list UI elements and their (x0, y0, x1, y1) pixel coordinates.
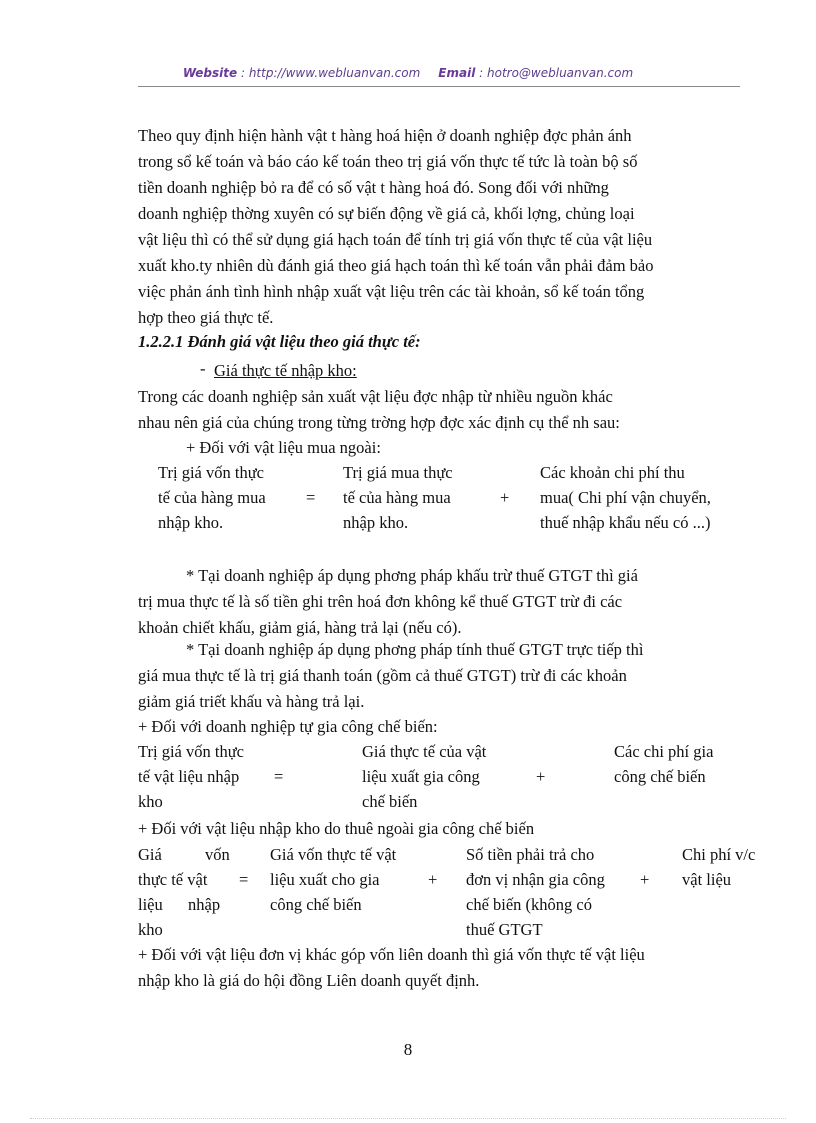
formula-cell: Giá vốn thực tế vật (270, 845, 397, 864)
formula-cell: thuế nhập khẩu nếu có ...) (540, 513, 711, 532)
bullet-dash: - (200, 359, 206, 378)
case-outsourced: + Đối với vật liệu nhập kho do thuê ngoài gia công chế biến (138, 819, 535, 838)
text-line: + Đối với vật liệu đơn vị khác góp vốn liên doanh thì giá vốn thực tế vật liệu (138, 945, 645, 964)
sources-paragraph (138, 384, 738, 436)
formula-cell: tế vật liệu nhập (138, 767, 240, 786)
formula-cell: nhập kho. (343, 513, 409, 532)
formula-cell: Chi phí v/c (682, 845, 756, 864)
case-self-process: + Đối với doanh nghiệp tự gia công chế biến: (138, 717, 438, 736)
header-divider (138, 86, 740, 87)
website-label: Website (182, 66, 238, 80)
formula-cell: thuế GTGT (466, 920, 543, 939)
plus-sign: + (428, 870, 438, 889)
website-url[interactable]: http://www.webluanvan.com (248, 66, 421, 80)
equals-sign: = (239, 870, 249, 889)
bullet-item: Giá thực tế nhập kho: (214, 361, 357, 380)
text-line: * Tại doanh nghiệp áp dụng phơng pháp khấu trừ thuế GTGT thì giá (186, 566, 638, 585)
text-line: doanh nghiệp thờng xuyên có sự biến động về giá cả, khối lợng, chủng loại (138, 204, 635, 223)
equals-sign: = (274, 767, 284, 786)
plus-sign: + (640, 870, 650, 889)
text-line: Trong các doanh nghiệp sản xuất vật liệu đợc nhập từ nhiều nguồn khác (138, 387, 613, 406)
formula-cell: công chế biến (614, 767, 706, 786)
text-line: tiền doanh nghiệp bỏ ra để có số vật t hàng hoá đó. Song đối với những (138, 178, 609, 197)
email-address[interactable]: hotro@webluanvan.com (487, 66, 634, 80)
formula-cell: Trị giá vốn thực (158, 463, 264, 482)
text-line: trong sổ kế toán và báo cáo kế toán theo trị giá vốn thực tế tức là toàn bộ số (138, 152, 638, 171)
formula-cell: tế của hàng mua (343, 488, 451, 507)
text-line: hợp theo giá thực tế. (138, 308, 274, 327)
text-line: trị mua thực tế là số tiền ghi trên hoá đơn không kể thuế GTGT trừ đi các (138, 592, 623, 611)
formula-cell: chế biến (362, 792, 418, 811)
formula-cell: Giá thực tế của vật (362, 742, 487, 761)
formula-cell: Trị giá mua thực (343, 463, 453, 482)
footer-divider (30, 1118, 786, 1119)
text-line: Theo quy định hiện hành vật t hàng hoá hiện ở doanh nghiệp đợc phản ánh (138, 126, 632, 145)
formula-cell: kho (138, 792, 163, 811)
text-line: xuất kho.ty nhiên dù đánh giá theo giá hạch toán thì kế toán vẫn phải đảm bảo (138, 256, 654, 275)
formula-cell: nhập kho. (158, 513, 224, 532)
formula-cell: Các khoản chi phí thu (540, 463, 685, 482)
formula-cell: Số tiền phải trả cho (466, 845, 595, 864)
formula-cell: Các chi phí gia (614, 742, 714, 761)
formula-cell: Trị giá vốn thực (138, 742, 244, 761)
note-deduction (138, 563, 738, 641)
formula-cell: thực tế vật (138, 870, 208, 889)
formula-cell: liệu xuất gia công (362, 767, 480, 786)
formula-cell: tế của hàng mua (158, 488, 266, 507)
text-line: khoản chiết khấu, giảm giá, hàng trả lại (nếu có). (138, 618, 462, 637)
formula-cell: liệu xuất cho gia (270, 870, 380, 889)
email-sep: : (475, 66, 487, 80)
text-line: * Tại doanh nghiệp áp dụng phơng pháp tính thuế GTGT trực tiếp thì (186, 640, 644, 659)
text-line: giá mua thực tế là trị giá thanh toán (gồm cả thuế GTGT) trừ đi các khoản (138, 666, 627, 685)
formula-cell: vốn (205, 845, 230, 864)
formula-cell: chế biến (không có (466, 895, 592, 914)
formula-cell: đơn vị nhận gia công (466, 870, 605, 889)
formula-cell: công chế biến (270, 895, 362, 914)
formula-cell: liệu (138, 895, 163, 914)
formula-cell: mua( Chi phí vận chuyển, (540, 488, 711, 507)
website-sep: : (237, 66, 249, 80)
formula-cell: Giá (138, 845, 162, 864)
note-direct (138, 637, 738, 715)
plus-sign: + (500, 488, 510, 507)
equals-sign: = (306, 488, 316, 507)
text-line: nhau nên giá của chúng trong từng trờng hợp đợc xác định cụ thể nh sau: (138, 413, 620, 432)
text-line: vật liệu thì có thể sử dụng giá hạch toán để tính trị giá vốn thực tế của vật liệu (138, 230, 653, 249)
joint-venture-paragraph (138, 942, 738, 994)
text-line: giảm giá triết khấu và hàng trả lại. (138, 692, 365, 711)
plus-sign: + (536, 767, 546, 786)
email-label: Email (438, 66, 476, 80)
page-number: 8 (403, 1040, 413, 1059)
intro-paragraph (138, 123, 738, 331)
case-purchase: + Đối với vật liệu mua ngoài: (186, 438, 381, 457)
formula-cell: kho (138, 920, 163, 939)
formula-cell: vật liệu (682, 870, 732, 889)
text-line: việc phản ánh tình hình nhập xuất vật liệu trên các tài khoản, sổ kế toán tổng (138, 282, 645, 301)
section-heading: 1.2.2.1 Đánh giá vật liệu theo giá thực tế: (138, 332, 421, 351)
text-line: nhập kho là giá do hội đồng Liên doanh quyết định. (138, 971, 480, 990)
formula-cell: nhập (188, 895, 221, 914)
page-header (0, 66, 816, 80)
